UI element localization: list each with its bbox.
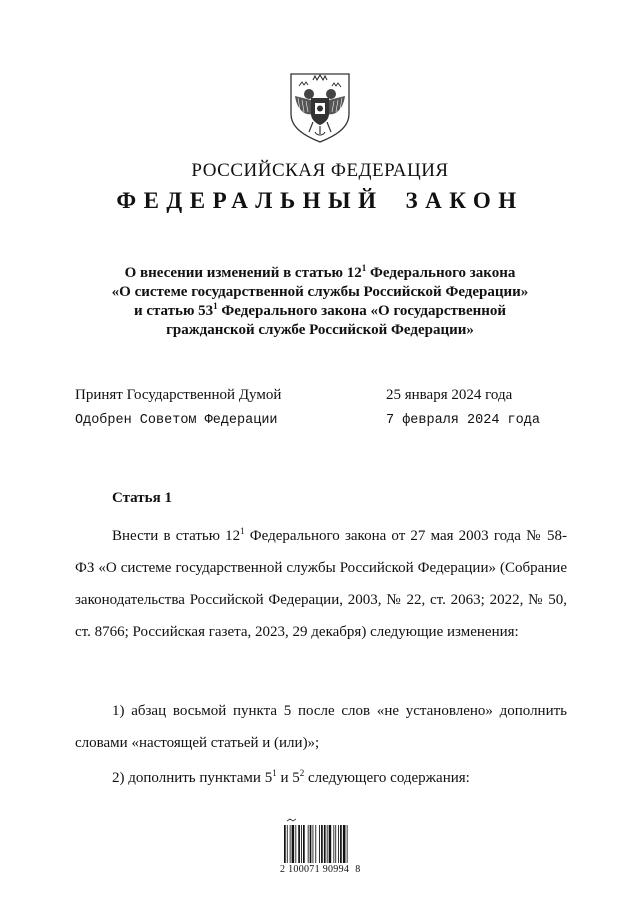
paragraph-1-a: Внести в статью 12 [112,528,241,544]
law-type-word-1: ФЕДЕРАЛЬНЫЙ [116,188,384,213]
paragraph-3-a: 2) дополнить пунктами 5 [112,770,273,786]
article-paragraph-3 [75,762,567,794]
subject-line-3-a: и статью 53 [133,303,214,319]
law-subject-title [70,264,570,340]
duma-adoption-date: 25 января 2024 года [386,387,513,403]
barcode-bar [324,825,326,863]
article-heading: Статья 1 [112,490,172,506]
barcode [283,817,365,865]
barcode-bar [321,825,323,863]
subject-line-3 [70,302,570,321]
barcode-bar [315,825,316,863]
duma-adoption-label: Принят Государственной Думой [75,387,282,403]
barcode-number-main: 2 100071 90994 [280,864,350,875]
paragraph-2-text: 1) абзац восьмой пункта 5 после слов «не установлено» дополнить словами «настоящей статьей и (или)»; [75,703,567,751]
barcode-bar [310,825,312,863]
subject-line-1-b: Федерального закона [366,265,516,281]
barcode-bar [338,825,339,863]
law-type-title [0,188,640,214]
paragraph-3-c: следующего содержания: [304,770,470,786]
barcode-number [280,864,361,875]
law-type-word-2: ЗАКОН [405,188,524,213]
paragraph-1-sup: 1 [240,526,245,536]
barcode-bar [343,825,346,863]
subject-line-3-b: Федерального закона «О государственной [217,303,507,319]
paragraph-3-sup-2: 2 [299,768,305,778]
barcode-bar [313,825,314,863]
subject-line-1-sup: 1 [361,263,367,273]
barcode-bar [298,825,300,863]
subject-line-1 [70,264,570,283]
barcode-bar [292,825,295,863]
barcode-bar [319,825,320,863]
barcode-check-digit: 8 [355,864,361,875]
council-approval-label: Одобрен Советом Федерации [75,413,278,428]
barcode-bar [347,825,348,863]
barcode-bar [284,825,286,863]
russian-coat-of-arms-icon [287,70,353,144]
article-paragraph-1 [75,520,567,648]
barcode-bar [303,825,305,863]
paragraph-1-b: Федерального закона от 27 мая 2003 года № 58-ФЗ «О системе государственной службы Российской Федерации» (Собрание законодательства Российской Федерации, 2003, № 22, ст. 2063; 2022, № 50, ст. 8766; Российская газета, 2023, 29 декабря) следующие изменения: [75,528,567,640]
barcode-bar [287,825,288,863]
barcode-bar [340,825,342,863]
council-approval-date: 7 февраля 2024 года [386,413,540,428]
barcode-bar [295,825,296,863]
barcode-bar [333,825,334,863]
barcode-bar [308,825,309,863]
barcode-bar [301,825,302,863]
barcode-bar [290,825,291,863]
subject-line-2: «О системе государственной службы Российской Федерации» [111,284,529,300]
paragraph-3-sup-1: 1 [272,768,277,778]
subject-line-3-sup: 1 [213,301,218,311]
barcode-bar [327,825,328,863]
barcode-bar [335,825,336,863]
article-paragraph-2 [75,695,567,759]
barcode-mark [287,819,296,821]
subject-line-1-a: О внесении изменений в статью 12 [124,265,362,281]
country-name: РОССИЙСКАЯ ФЕДЕРАЦИЯ [191,160,449,181]
barcode-bar [329,825,332,863]
paragraph-3-b: и 5 [276,770,300,786]
subject-line-4: гражданской службе Российской Федерации» [166,322,474,338]
